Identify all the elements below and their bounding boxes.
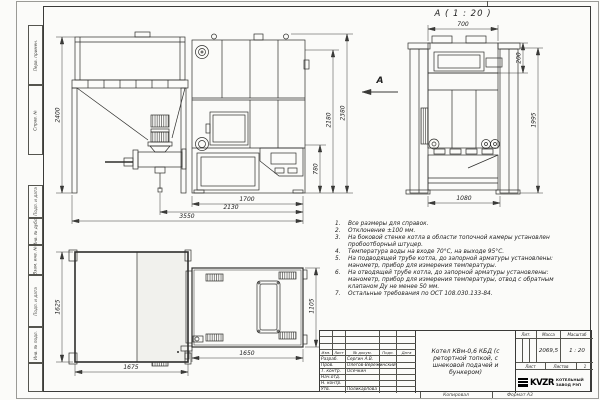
- note-text: На подводящей трубе котла, до запорной арматуры установлены: манометр, прибор для измерения температуры.: [348, 256, 553, 269]
- document-title: Котел КВм-0,6 КБД (с ретортной топкой, с шнековой подачей и бункером): [416, 331, 516, 393]
- dim-1650: 1650: [239, 350, 255, 357]
- note-text: Отклонение ±100 мм.: [348, 228, 416, 234]
- plan-view-boiler: [181, 268, 307, 359]
- sig-name: Сергин А.В.: [346, 356, 380, 362]
- dim-700: 700: [457, 21, 469, 28]
- hdr-list: Лист: [333, 350, 346, 357]
- dim-2400: 2400: [54, 107, 62, 123]
- note-item: [335, 256, 561, 270]
- dim-1105: 1105: [308, 298, 316, 314]
- title-block: [319, 330, 592, 392]
- sheets-label: Листов: [546, 363, 577, 370]
- sheet-label: Лист: [516, 363, 546, 370]
- dim-2380: 2380: [339, 105, 347, 121]
- dim-2180: 2180: [325, 112, 333, 128]
- lit-cell: [530, 339, 537, 363]
- hdr-data: Дата: [397, 350, 416, 357]
- dim-2130: 2130: [223, 204, 239, 211]
- frame-label: Перв. примен.: [33, 39, 38, 71]
- sig-role: Н. контр.: [320, 381, 346, 387]
- sheets-count: 1: [577, 363, 593, 370]
- dim-1995: 1995: [530, 112, 538, 128]
- front-view: [72, 32, 309, 193]
- dim-1080: 1080: [456, 195, 472, 202]
- note-number: 4.: [335, 249, 341, 255]
- company-line: КОТЕЛЬНЫЙ: [555, 376, 584, 382]
- note-item: [335, 228, 561, 235]
- note-number: 5.: [335, 256, 341, 262]
- dim-780: 780: [312, 163, 320, 175]
- technical-notes: [335, 221, 561, 298]
- copied-label: Копировал: [443, 392, 469, 398]
- company-name: [556, 378, 584, 387]
- strip-divider: [420, 392, 421, 398]
- sig-name: Осечкин: [346, 369, 380, 375]
- tbr-sheet-row: [516, 363, 593, 370]
- section-view-label: А ( 1 : 20 ): [434, 9, 492, 19]
- note-number: 6.: [335, 270, 341, 276]
- tbr-header-row: [516, 331, 593, 339]
- dim-1675: 1675: [123, 364, 139, 371]
- note-text: Температура воды на входе 70°С, на выходе 95°С.: [348, 249, 505, 255]
- hdr-dokum: № докум.: [346, 350, 380, 357]
- lit-label: Лит.: [516, 331, 537, 339]
- mass-label: Масса: [537, 331, 561, 339]
- lit-cell: [516, 339, 523, 363]
- note-number: 7.: [335, 291, 341, 297]
- lit-cell: [523, 339, 530, 363]
- title-block-signatures: [320, 331, 416, 393]
- note-text: На отводящей трубе котла, до запорной арматуры установлены: манометр, прибор для измерения температуры, отвод с обратным клапаном Ду не менее 50 мм.: [348, 270, 554, 290]
- note-item: [335, 270, 561, 291]
- frame-label: Инв. № подл.: [33, 330, 39, 360]
- title-block-right: [516, 331, 593, 393]
- hdr-izm: Изм.: [320, 350, 333, 357]
- frame-label: Инв. № дубл.: [33, 217, 38, 246]
- frame-label: Подп. и дата: [33, 187, 38, 216]
- note-text: Остальные требования по ОСТ 108.030.133-84.: [348, 291, 493, 297]
- side-view-a: [406, 36, 520, 194]
- dim-1700: 1700: [239, 196, 255, 203]
- sig-role: Нач.отд.: [320, 375, 346, 381]
- sig-role: Разраб.: [320, 356, 346, 362]
- note-item: [335, 291, 561, 298]
- dim-200: 200: [515, 52, 523, 64]
- frame-label: Взам. инв. №: [33, 245, 38, 275]
- sig-name: Поликарпова: [346, 387, 380, 393]
- sig-role: Утв.: [320, 387, 346, 393]
- hdr-podp: Подп.: [380, 350, 397, 357]
- note-text: Все размеры для справок.: [348, 221, 429, 227]
- note-number: 1.: [335, 221, 341, 227]
- note-item: [335, 221, 561, 228]
- dim-1625: 1625: [54, 299, 62, 315]
- tbr-value-row: [516, 339, 593, 363]
- note-text: На боковой стенке котла в области топочной камеры установлен пробоотборный штуцер.: [348, 235, 550, 248]
- sig-role: Т. контр.: [320, 369, 346, 375]
- dim-3550: 3550: [179, 213, 195, 220]
- bottom-strip: [43, 392, 591, 399]
- strip-divider: [492, 392, 493, 398]
- note-item: [335, 235, 561, 249]
- sig-name: Олегов-Вережинский: [347, 362, 396, 368]
- format-label: Формат А3: [507, 392, 533, 398]
- plan-view-bunker: [69, 250, 191, 366]
- scale-value: 1 : 20: [561, 339, 593, 363]
- frame-label: Подп. и дата: [33, 286, 38, 316]
- company-line: ЗАВОД РЭП: [555, 381, 582, 387]
- view-arrow-label: А: [376, 76, 384, 86]
- note-item: [335, 249, 561, 256]
- kvzr-logo-text: KVZR: [530, 377, 554, 388]
- note-number: 3.: [335, 235, 341, 241]
- frame-label: Справ. №: [33, 109, 38, 131]
- note-number: 2.: [335, 228, 341, 234]
- kvzr-logo-icon: [518, 378, 528, 387]
- sig-role: Пров.: [320, 363, 346, 369]
- company-logo-row: [516, 370, 593, 393]
- scale-label: Масштаб: [561, 331, 593, 339]
- mass-value: 2069,5: [537, 339, 561, 363]
